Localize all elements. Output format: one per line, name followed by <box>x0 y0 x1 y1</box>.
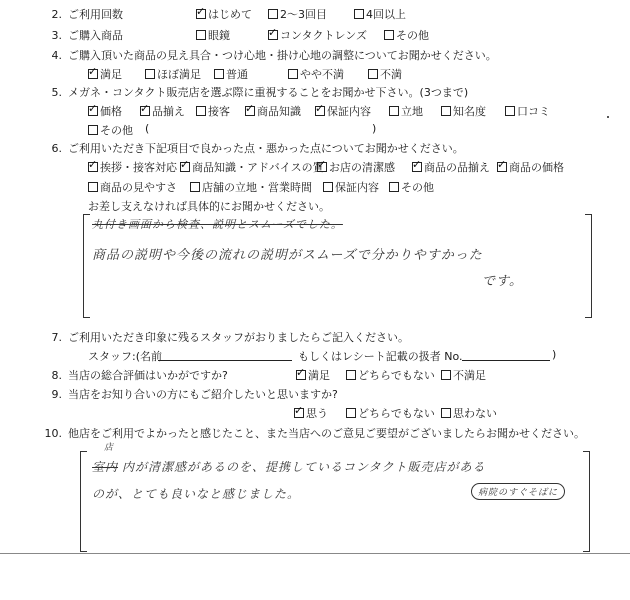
q5-opt-7[interactable]: 知名度 <box>441 103 486 119</box>
q6-row: 6. ご利用いただき下記項目で良かった点・悪かった点についてお聞かせください。 <box>51 142 464 155</box>
q5-opt-6[interactable]: 立地 <box>389 103 423 119</box>
checkbox-icon <box>88 125 98 135</box>
q3-opt-1[interactable]: 眼鏡 <box>196 27 230 43</box>
q10-handwritten-struck: 室内 <box>92 460 119 474</box>
q5-other[interactable]: その他 <box>88 122 133 138</box>
q10-text: 他店をご利用でよかったと感じたこと、また当店へのご意見ご要望がございましたらお聞かせください。 <box>68 427 585 440</box>
q9-opt-3[interactable]: 思わない <box>441 405 497 421</box>
q7-close: ) <box>552 348 557 361</box>
q5-opt-8[interactable]: 口コミ <box>505 103 550 119</box>
checkbox-icon <box>268 9 278 19</box>
q6-answer-bracket <box>83 214 90 318</box>
checkbox-icon <box>412 162 422 172</box>
checkbox-icon <box>288 69 298 79</box>
q5-row: 5. メガネ・コンタクト販売店を選ぶ際に重視することをお聞かせ下さい。(3つまで) <box>51 86 469 99</box>
q2-opt-3[interactable]: 4回以上 <box>354 6 406 22</box>
checkbox-icon <box>196 106 206 116</box>
q10-handwritten-small: 店 <box>104 443 115 453</box>
checkbox-icon <box>441 408 451 418</box>
checkbox-icon <box>505 106 515 116</box>
q6-r1-opt-3[interactable]: ✓ お店の清潔感 <box>317 159 395 175</box>
checkbox-icon <box>245 106 255 116</box>
q6-handwritten-struck: 丸付き画面から検査、説明とスムーズでした。 <box>92 218 343 231</box>
checkbox-icon <box>346 370 356 380</box>
checkbox-icon <box>180 162 190 172</box>
q4-opt-5[interactable]: 不満 <box>368 66 402 82</box>
q3-opt-2[interactable]: ✓ コンタクトレンズ <box>268 27 367 43</box>
q4-text: ご購入頂いた商品の見え具合・つけ心地・掛け心地の調整についてお聞かせください。 <box>68 49 497 62</box>
q7-name-field[interactable] <box>158 348 292 361</box>
checkbox-icon <box>389 106 399 116</box>
checkbox-icon <box>317 162 327 172</box>
q2-row: 2. ご利用回数 <box>51 8 123 21</box>
q6-r1-opt-2[interactable]: ✓ 商品知識・アドバイスの質 <box>180 159 324 175</box>
checkbox-icon <box>190 182 200 192</box>
checkbox-icon <box>140 106 150 116</box>
stray-dot <box>607 116 609 118</box>
q7-row: 7. ご利用いただき印象に残るスタッフがおりましたらご記入ください。 <box>51 331 409 344</box>
q7-staff-label: スタッフ:(名前 <box>88 350 162 363</box>
q8-opt-1[interactable]: ✓ 満足 <box>296 367 330 383</box>
q4-opt-4[interactable]: やや不満 <box>288 66 344 82</box>
q3-opt-3[interactable]: その他 <box>384 27 429 43</box>
q6-r2-opt-3[interactable]: 保証内容 <box>323 179 379 195</box>
q10-handwritten-line2: のが、とても良いなと感じました。 <box>92 487 301 501</box>
q8-row: 8. 当店の総合評価はいかがですか? <box>51 369 228 382</box>
checkbox-icon <box>354 9 364 19</box>
q3-text: ご購入商品 <box>68 29 123 42</box>
q4-row: 4. ご購入頂いた商品の見え具合・つけ心地・掛け心地の調整についてお聞かせください。 <box>51 49 497 62</box>
checkbox-icon <box>196 30 206 40</box>
checkbox-icon <box>88 162 98 172</box>
q7-no-field[interactable] <box>462 348 550 361</box>
q5-opt-2[interactable]: ✓ 品揃え <box>140 103 185 119</box>
checkbox-icon <box>88 106 98 116</box>
q6-r2-opt-4[interactable]: その他 <box>389 179 434 195</box>
q9-row: 9. 当店をお知り合いの方にもご紹介したいと思いますか? <box>51 388 338 401</box>
q6-r1-opt-5[interactable]: ✓ 商品の価格 <box>497 159 564 175</box>
q10-row: 10. 他店をご利用でよかったと感じたこと、また当店へのご意見ご要望がございましたらお聞かせください。 <box>44 427 585 440</box>
q5-opt-5[interactable]: ✓ 保証内容 <box>315 103 371 119</box>
q4-opt-2[interactable]: ほぼ満足 <box>145 66 201 82</box>
checkbox-icon <box>145 69 155 79</box>
checkbox-icon <box>441 370 451 380</box>
q6-r1-opt-1[interactable]: ✓挨拶・接客対応 <box>88 159 177 175</box>
checkbox-icon <box>346 408 356 418</box>
checkbox-icon <box>88 69 98 79</box>
q9-text: 当店をお知り合いの方にもご紹介したいと思いますか? <box>68 388 338 401</box>
q6-r2-opt-1[interactable]: 商品の見やすさ <box>88 179 177 195</box>
page-bottom-rule <box>0 553 630 554</box>
q2-text: ご利用回数 <box>68 8 123 21</box>
q10-handwritten-line1: 内が清潔感があるのを、提携しているコンタクト販売店がある <box>122 460 486 474</box>
q5-text: メガネ・コンタクト販売店を選ぶ際に重視することをお聞かせ下さい。(3つまで) <box>68 86 469 99</box>
checkbox-icon <box>315 106 325 116</box>
q7-mid-label: もしくはレシート記載の扱者 No. <box>298 350 463 363</box>
q5-opt-4[interactable]: ✓ 商品知識 <box>245 103 301 119</box>
q6-handwritten-line1: 商品の説明や今後の流れの説明がスムーズで分かりやすかった <box>92 248 483 263</box>
q3-row: 3. ご購入商品 <box>51 29 123 42</box>
q8-text: 当店の総合評価はいかがですか? <box>68 369 228 382</box>
q6-text: ご利用いただき下記項目で良かった点・悪かった点についてお聞かせください。 <box>68 142 464 155</box>
q7-text: ご利用いただき印象に残るスタッフがおりましたらご記入ください。 <box>68 331 409 344</box>
checkbox-icon <box>196 9 206 19</box>
checkbox-icon <box>497 162 507 172</box>
checkbox-icon <box>268 30 278 40</box>
q4-opt-3[interactable]: 普通 <box>214 66 248 82</box>
checkbox-icon <box>368 69 378 79</box>
q2-opt-1[interactable]: ✓ はじめて <box>196 6 252 22</box>
q8-opt-3[interactable]: 不満足 <box>441 367 486 383</box>
checkbox-icon <box>294 408 304 418</box>
checkbox-icon <box>323 182 333 192</box>
q9-opt-2[interactable]: どちらでもない <box>346 405 435 421</box>
q5-opt-3[interactable]: 接客 <box>196 103 230 119</box>
q6-r1-opt-4[interactable]: ✓ 商品の品揃え <box>412 159 490 175</box>
q10-answer-bracket <box>80 451 87 552</box>
checkbox-icon <box>88 182 98 192</box>
q10-answer-bracket-right <box>583 451 590 552</box>
q6-r2-opt-2[interactable]: 店舗の立地・営業時間 <box>190 179 312 195</box>
checkbox-icon <box>296 370 306 380</box>
q5-other-open: ( <box>145 122 150 135</box>
q6-prompt: お差し支えなければ具体的にお聞かせください。 <box>88 200 330 213</box>
q6-handwritten-line2: です。 <box>482 274 523 289</box>
q5-other-close: ) <box>372 122 377 135</box>
q4-opt-1[interactable]: ✓満足 <box>88 66 122 82</box>
q2-opt-2[interactable]: 2～3回目 <box>268 6 327 22</box>
q10-circled-note: 病院のすぐそばに <box>471 483 565 500</box>
checkbox-icon <box>214 69 224 79</box>
q8-opt-2[interactable]: どちらでもない <box>346 367 435 383</box>
q6-answer-bracket-right <box>585 214 592 318</box>
checkbox-icon <box>384 30 394 40</box>
checkbox-icon <box>441 106 451 116</box>
q9-opt-1[interactable]: ✓思う <box>294 405 328 421</box>
q5-opt-1[interactable]: ✓価格 <box>88 103 122 119</box>
checkbox-icon <box>389 182 399 192</box>
